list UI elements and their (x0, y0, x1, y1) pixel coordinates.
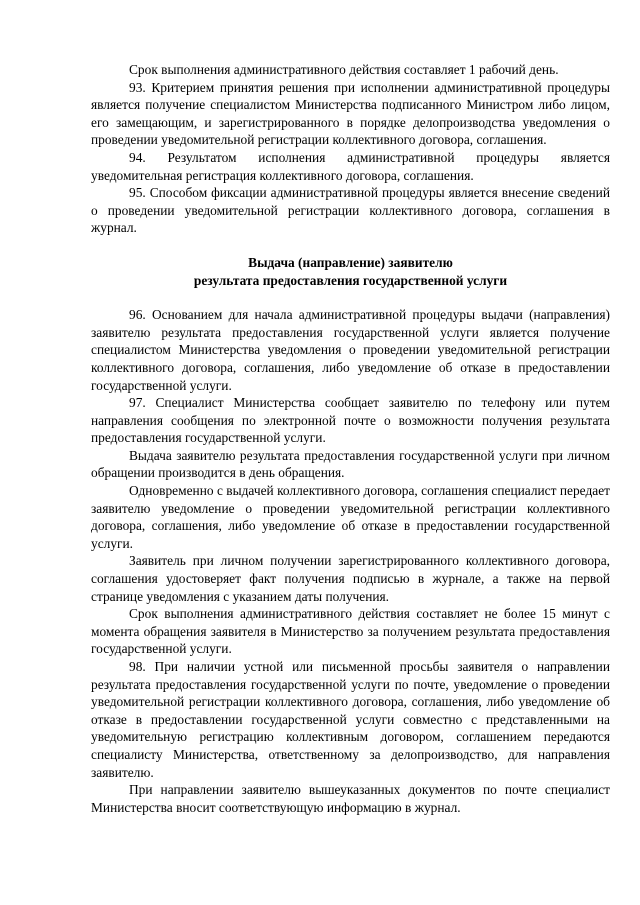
section-heading (91, 254, 610, 289)
section-heading-line-1: Выдача (направление) заявителю (248, 254, 453, 270)
paragraph-applicant-signature: Заявитель при личном получении зарегистрированного коллективного договора, соглашения удостоверяет факт получения подписью в журнале, а также на первой странице уведомления с указанием даты получения. (91, 553, 610, 604)
paragraph-deadline-2: Срок выполнения административного действия составляет не более 15 минут с момента обращения заявителя в Министерство за получением результата предоставления государственной услуги. (91, 606, 610, 657)
paragraph-97: 97. Специалист Министерства сообщает заявителю по телефону или путем направления сообщения по электронной почте о возможности получения результата предоставления государственной услуги. (91, 395, 610, 446)
paragraph-simultaneous-issue: Одновременно с выдачей коллективного договора, соглашения специалист передает заявителю уведомление о проведении уведомительной регистрации коллективного договора, соглашения, либо уведомление об отказе в предоставлении государственной услуги. (91, 483, 610, 551)
section-heading-line-2: результата предоставления государственной услуги (193, 272, 508, 288)
paragraph-95: 95. Способом фиксации административной процедуры является внесение сведений о проведении уведомительной регистрации коллективного договора, соглашения в журнал. (91, 185, 610, 236)
document-page (91, 61, 610, 816)
paragraph-issue-in-person: Выдача заявителю результата предоставления государственной услуги при личном обращении производится в день обращения. (91, 447, 610, 481)
paragraph-96: 96. Основанием для начала административной процедуры выдачи (направления) заявителю результата предоставления государственной услуги является получение специалистом Министерства уведомления о проведении уведомительной регистрации коллективного договора, соглашения, либо уведомление об отказе в предоставлении государственной услуги. (91, 307, 610, 393)
paragraph-deadline-1: Срок выполнения административного действия составляет 1 рабочий день. (129, 62, 559, 77)
paragraph-94: 94. Результатом исполнения административной процедуры является уведомительная регистрация коллективного договора, соглашения. (91, 149, 610, 183)
paragraph-93: 93. Критерием принятия решения при исполнении административной процедуры является получение специалистом Министерства подписанного Министром либо лицом, его замещающим, и зарегистрированного в порядке делопроизводства уведомления о проведении уведомительной регистрации коллективного договора, соглашения. (91, 79, 610, 148)
paragraph-mail-record: При направлении заявителю вышеуказанных документов по почте специалист Министерства вносит соответствующую информацию в журнал. (91, 782, 610, 815)
paragraph-98: 98. При наличии устной или письменной просьбы заявителя о направлении результата предоставления государственной услуги по почте, уведомление о проведении уведомительной регистрации коллективного договора, соглашения, либо уведомление об отказе в предоставлении государственной услуги совместно с представленными на уведомительную регистрацию коллективным договором, соглашением передаются специалисту Министерства, ответственному за делопроизводство, для направления заявителю. (91, 659, 610, 780)
